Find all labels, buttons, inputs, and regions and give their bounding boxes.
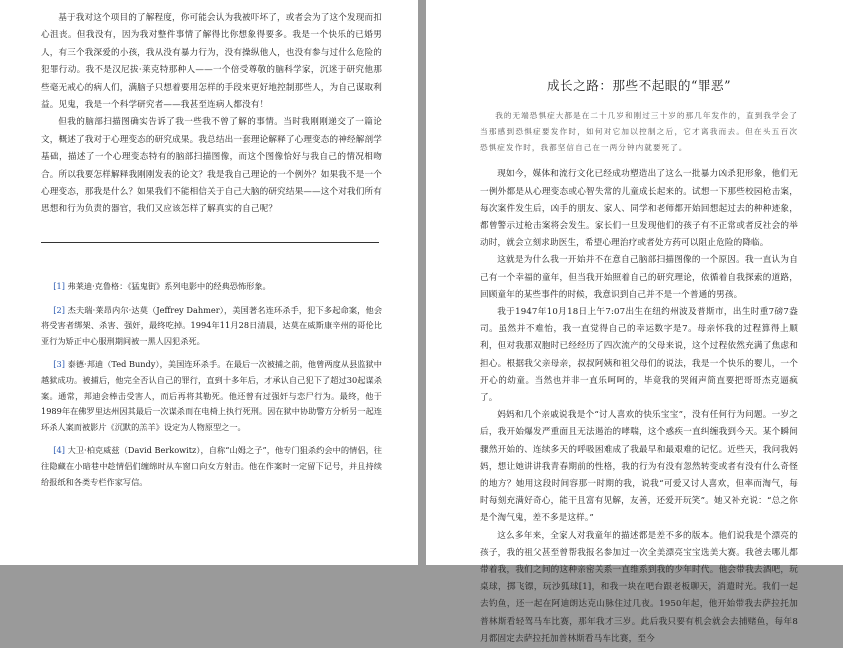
footnote-4: [41, 443, 382, 490]
footnote-3: [41, 357, 382, 435]
paragraph: 基于我对这个项目的了解程度，你可能会认为我被吓坏了，或者会为了这个发现而扣心沮丧。但我没有，因为我对整件事情了解得比你想象得要多。我是一个快乐的已婚男人，有三个我深爱的小孩，我从没有暴力行为，没有操纵他人，也没有参与过什么危险的犯罪行动。我不是汉尼拔·莱克特那种人——一个倍受尊敬的脑科学家，沉迷于研究他那些毫无戒心的病人们，满脑子只想着要用怎样的手段来更好地控制那些人，为自己谋取利益。见鬼，我是一个科学研究者——我甚至连病人都没有！: [41, 13, 383, 111]
footnote-2: [41, 303, 382, 350]
footnote-ref-link[interactable]: [2]: [53, 304, 65, 315]
left-body-text: [41, 10, 382, 230]
chapter-title: 成长之路：那些不起眼的“罪恶”: [546, 78, 732, 93]
paragraph: 妈妈和几个亲戚说我是个“讨人喜欢的快乐宝宝”，没有任何行为问题。一岁之后，我开始爆发严重面且无法遏治的哮喘，这个惑疾一直纠缠我到今天。某个瞬间骤然开始的、连续多天的呼吸困难成了我最早和最艰难的记忆。近些天，我问我妈妈，想让她讲讲我青春期前的性格，我的行为有没有忽然转变或者有没有什么奇怪的地方？她用这段时间容那一时期的我，说我“可爱又讨人喜欢，但率而淘气，每时每刻充满好奇心，能干且富有见解，友善，还爱开玩笑”。她又补充说：“总之你是个淘气鬼，差不多是这样。”: [480, 410, 798, 524]
paragraph: 这么多年来，全家人对我童年的描述都是差不多的版本。他们说我是个漂亮的孩子，我的祖父甚至曾帮我报名参加过一次全美漂亮宝宝选美大赛。我爸去哪儿都带着我，我们之间的这种亲密关系一直维系到我的少年时代。他会带我去酒吧，玩桌球，掷飞镖，玩沙狐球[1]，和我一块在吧台跟老板聊天，消遣时光。我们一起去钓鱼，还一起在阿迪朗达克山脉住过几夜。1950年起，他开始带我去萨拉托加普林斯看轻驾马车比赛，那年我才三岁。此后我只要有机会就会去捕赌鱼，每年8月都固定去萨拉托加普林斯看马车比赛，至今: [480, 530, 798, 644]
footnote-text: 杰夫瑞·莱昂内尔·达莫（Jeffrey Dahmer），美国著名连环杀手，犯下多起命案，他会将受害者绑架、杀害、强奸，最终吃掉。1994年11月28日清晨，达莫在威斯康辛州的哥伦比亚行为矫正中心服刑期间被一黑人囚犯杀死。: [41, 304, 383, 346]
footnotes: [41, 279, 382, 490]
chapter-intro: 我的无端恐惧症大都是在二十几岁和刚过三十岁的那几年发作的，直到我学会了当那感到恐惧症要发作时，如何对它加以控制之后，它才离我而去。但在头五百次恐惧症发作时，我都坚信自己在一两分钟内就要死了。: [480, 111, 798, 152]
left-page: [0, 0, 418, 565]
footnote-ref-link[interactable]: [1]: [53, 281, 65, 291]
footnote-text: 大卫·柏克威兹（David Berkowitz），自称“山姆之子”，他专门狙杀约会中的情侣，往往隐藏在小暗巷中趁情侣们缠绵时从车窗口向女方射击。他在作案时一定留下记号，并且持续给报纸和各类专栏作家写信。: [41, 445, 382, 487]
footnote-ref-link[interactable]: [3]: [53, 359, 65, 370]
paragraph: 但我的脑部扫描图确实告诉了我一些我不曾了解的事情。当时我刚刚递交了一篇论文，概述了我对于心理变态的研究成果。我总结出一套理论解释了心理变态的神经解剖学基础，描述了一个心理变态特有的脑部扫描图像，而这个图像恰好与我自己的情况相吻合。所以我要怎样解释我刚刚发表的论文？我是我自己理论的一个例外？如果我不是一个心理变态，那我是什么？如果我们不能相信关于自己大脑的研究结果——这个对我们所有思想和行为负责的器官，我们又应该怎样了解真实的自己呢？: [41, 117, 383, 215]
footnote-text: 弗莱迪·克鲁格：《猛鬼街》系列电影中的经典恐怖形象。: [67, 281, 271, 291]
paragraph: 这就是为什么我一开始并不在意自己脑部扫描图像的一个原因。我一直认为自己有一个幸福的童年，但当我开始照着自己的研究理论，依循着自我探索的道路，回顾童年的某些事件的时候，我意识到自己并不是一个普通的男孩。: [480, 255, 798, 300]
footnote-divider: [41, 242, 379, 243]
footnote-ref-link[interactable]: [4]: [53, 445, 65, 456]
paragraph: 我于1947年10月18日上午7:07出生在纽约州波及普斯市，出生时重7磅7盎司。虽然并不难怡，我一直觉得自己的幸运数字是7。母亲怀我的过程算得上顺利，但对我那双胞时已经经历了四次流产的父母来说，这个过程依然充满了焦虑和担心。根据我父亲母亲，叔叔阿姨和祖父母们的说法，我是一个快乐的婴儿，一个开心的幼童。当然也并非一直乐呵呵的，毕竟我的哭闹声简直要把哥哥杰克逼疯了。: [480, 307, 798, 404]
footnote-text: 泰德·邦迪（Ted Bundy），美国连环杀手。在最后一次被捕之前，他曾两度从县监狱中越狱成功。被捕后，他完全否认自己的罪行，直到十多年后，才承认自己犯下了超过30起谋杀案。通常，邦迪会棒击受害人，而后再将其勒死。他还曾有过强奸与恋尸行为。最终，他于1989年在佛罗里达州因其最后一次谋杀而在电椅上执行死刑。因在狱中协助警方分析另一起连环杀人案而被影片《沉默的羔羊》设定为人物原型之一。: [41, 359, 382, 432]
right-body-text: [480, 166, 798, 648]
footnote-1: [41, 279, 382, 295]
paragraph: 现如今，媒体和流行文化已经成功塑造出了这么一批暴力凶杀犯形象，他们无一例外都是从心理变态或心智失常的儿童成长起来的。试想一下那些校园枪击案，每次案件发生后，凶手的朋友、家人、同学和老师都开始回想起过去的种种迹象，都曾警示过枪击案将会发生。家长们一旦发现他们的孩子有不正常或者反社会的举动时，就会立刻求助医生，希望心理治疗或者处方药可以阻止危险的降临。: [480, 169, 798, 249]
right-page: [426, 0, 843, 644]
